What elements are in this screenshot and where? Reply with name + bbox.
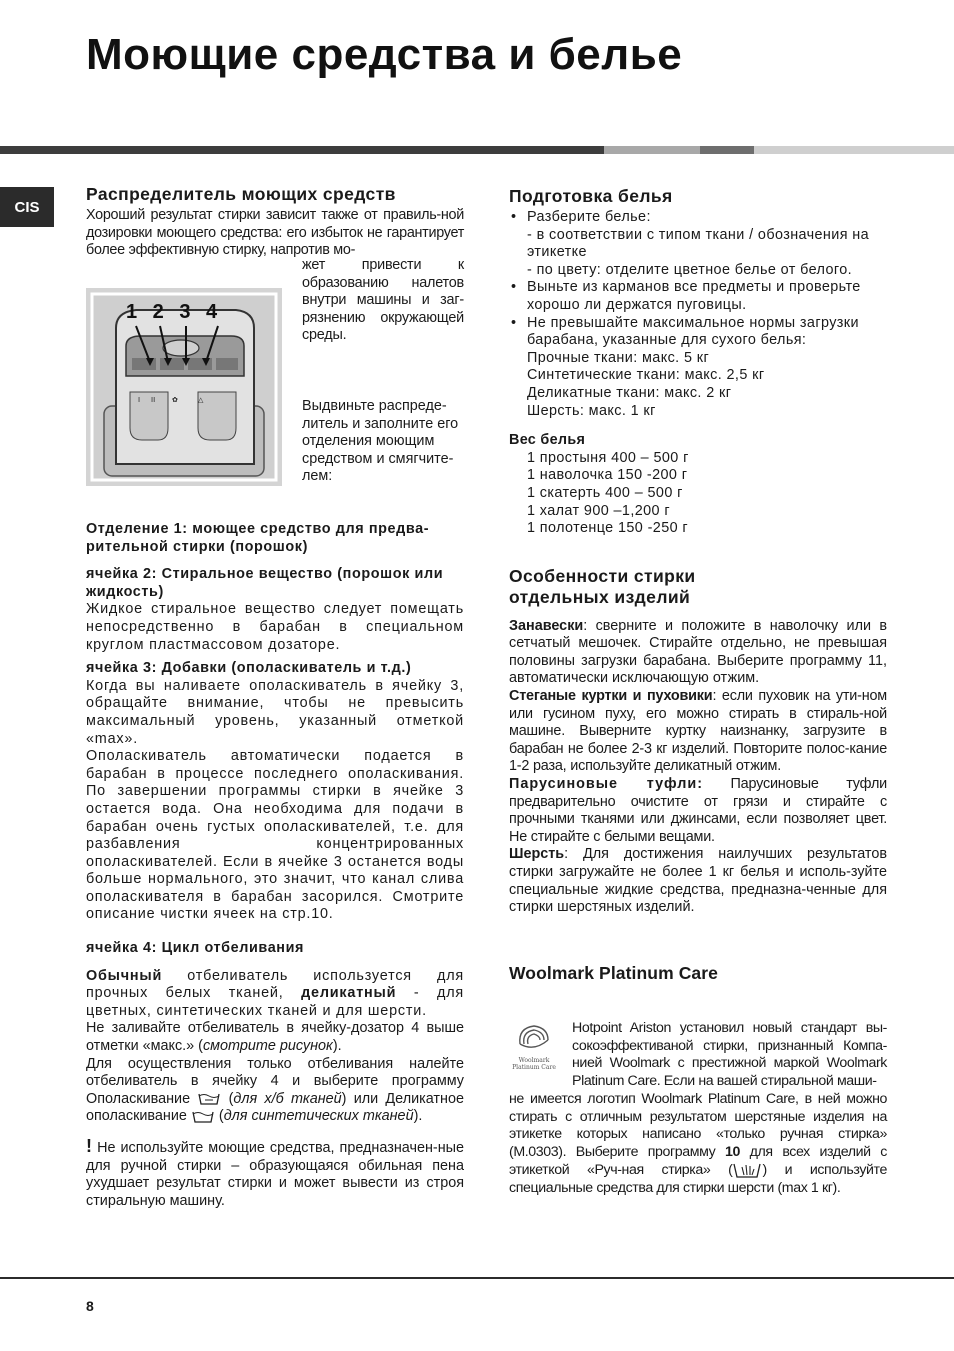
prep-sort-by-type: - в соответствии с типом ткани / обозначения на этикетке [527, 226, 870, 261]
list-item: 1 простыня 400 – 500 г [527, 449, 689, 466]
woolmark-program-text: не имеется логотип Woolmark Platinum Care, в ней можно стирать с отличным результатом шерстяные изделия на этикетке которых написано «только ручная стирка» (М.0303). Выберите программу [509, 1091, 887, 1160]
warning-icon: ! [86, 1136, 92, 1156]
list-item [509, 209, 887, 279]
dispenser-intro: Хороший результат стирки зависит также от правиль-ной дозировки моющего средства: его избыток не гарантирует более эффективную стирку, напротив мо- [86, 207, 464, 259]
weight-list [509, 450, 887, 538]
shoes-label: Парусиновые туфли: [509, 776, 704, 793]
max-warning-text: Не заливайте отбеливатель в ячейку-дозатор 4 выше отметки «макс.» ( [86, 1020, 464, 1055]
normal-bleach-label: Обычный [86, 967, 163, 984]
delicate-bleach-label: деликатный [301, 985, 397, 1002]
woolmark-logo [512, 1022, 556, 1078]
page-number: 8 [86, 1298, 94, 1314]
load-synthetic: Синтетические ткани: макс. 2,5 кг [527, 367, 765, 384]
compartment-3-text-2: Ополаскиватель автоматически подается в барабан в процессе последнего ополаскивания. По завершении программы стирки в ячейке 3 остается вода. Она необходима для подачи в барабан очень густых ополаскивателей, т.е. для разбавления концентрированных ополаскивателей. Если в ячейке 3 останется воды больше нормального, это значит, что канал слива ополаскивателя в барабан засорился. Смотрите описание чистки ячеек на стр.10. [86, 748, 464, 923]
prep-sort-text: Разберите белье: [527, 209, 651, 225]
right-column [509, 186, 887, 986]
dispenser-heading: Распределитель моющих средств [86, 184, 396, 204]
wool-paragraph [509, 846, 887, 916]
compartment-3-heading: ячейка 3: Добавки (ополаскиватель и т.д.) [86, 660, 412, 677]
wool-label: Шерсть [509, 846, 565, 863]
language-tab: CIS [0, 187, 54, 227]
list-item: 1 наволочка 150 -200 г [527, 467, 688, 484]
curtains-text: : сверните и положите в наволочку или в сетчатый мешочек. Стирайте отдельно, не превышая половины загрузки барабана. Выберите программу 11, автоматически исключающую отжим. [509, 617, 887, 687]
compartment-4-text-2 [86, 1020, 464, 1055]
list-item: 1 халат 900 –1,200 г [527, 502, 670, 519]
header-rule-light-end [754, 146, 954, 154]
delicate-rinse-end: ). [413, 1108, 423, 1125]
svg-text:✿: ✿ [172, 396, 178, 404]
woolmark-handwash-text: для всех изделий с этикеткой «Руч-ная стирка» ( [509, 1143, 887, 1179]
compartment-2-text: Жидкое стиральное вещество следует помещать непосредственно в барабан в специальном круглом пластмассовом дозаторе. [86, 601, 464, 653]
prep-pockets-text: Выньте из карманов все предметы и проверьте хорошо ли держатся пуговицы. [527, 279, 861, 313]
pull-out-instruction: Выдвиньте распреде-литель и заполните его отделения моющим средством и смягчите-лем: [302, 398, 459, 485]
woolmark-heading: Woolmark Platinum Care [509, 962, 719, 983]
wool-text: : Для достижения наилучших результатов стирки загружайте не более 1 кг белья и исполь-зуйте специальные жидкие средства, предназна-ченные для стирки шерстяных изделий. [509, 846, 887, 916]
left-column [86, 184, 464, 260]
hand-wash-icon [732, 1161, 762, 1179]
normal-bleach-text: отбеливатель используется для прочных белых тканей, [86, 967, 464, 1002]
compartment-4-heading: ячейка 4: Цикл отбеливания [86, 940, 305, 957]
jackets-paragraph [509, 688, 887, 776]
curtains-paragraph [509, 618, 887, 688]
load-wool: Шерсть: макс. 1 кг [527, 402, 656, 419]
dispenser-drawing [86, 288, 282, 486]
list-item: 1 полотенце 150 -250 г [527, 520, 689, 537]
preparation-list [509, 209, 887, 420]
compartment-4-text-3: Для осуществления только отбеливания налейте отбеливатель в ячейку 4 и выберите программу Ополаскивание (для х/б тканей) или Деликатное ополаскивание (для синтетических тканей). [86, 1055, 464, 1125]
prep-load-text: Не превышайте максимальное нормы загрузки барабана, указанные для сухого белья: [527, 314, 859, 349]
svg-text:II: II [151, 396, 156, 404]
woolmark-text-2 [509, 1091, 887, 1197]
list-item [509, 279, 887, 314]
woolmark-program-number: 10 [725, 1143, 740, 1160]
see-figure-text: смотрите рисунок [202, 1038, 333, 1055]
jackets-label: Стеганые куртки и пуховики [509, 688, 713, 705]
list-item: 1 скатерть 400 – 500 г [527, 484, 683, 501]
load-delicate: Деликатные ткани: макс. 2 кг [527, 384, 732, 401]
special-items-heading [509, 566, 887, 608]
rinse-cotton-icon [197, 1092, 221, 1106]
shoes-paragraph [509, 776, 887, 846]
preparation-heading: Подготовка белья [509, 186, 673, 206]
svg-text:I: I [138, 396, 141, 404]
special-heading-line-2: отдельных изделий [509, 586, 691, 607]
compartment-1-heading: Отделение 1: моющее средство для предва-рительной стирки (порошок) [86, 521, 430, 555]
compartment-3-text-1: Когда вы наливаете ополаскиватель в ячейку 3, обращайте внимание, чтобы не превысить максимальный уровень, указанный отметкой «max». [86, 677, 464, 747]
figure-compartment-labels: 1 2 3 4 [126, 301, 223, 323]
compartments-section [86, 521, 464, 1210]
svg-text:△: △ [198, 396, 204, 404]
weight-heading: Вес белья [509, 432, 586, 449]
compartment-2-heading: ячейка 2: Стиральное вещество (порошок или жидкость) [86, 566, 444, 600]
shoes-text: Парусиновые туфли предварительно очистите от грязи и стирайте с прочными тканями или джинсами, если позволяет цвет. Не стирайте с белыми вещами. [509, 776, 887, 845]
delicate-rinse-text: ) или Деликатное ополаскивание [86, 1090, 464, 1125]
footer-rule [0, 1277, 954, 1279]
header-rule-light [604, 146, 700, 154]
compartment-4-text-1 [86, 968, 464, 1021]
woolmark-logo-text: Woolmark Platinum Care [512, 1057, 556, 1071]
prep-sort-by-color: - по цвету: отделите цветное белье от белого. [527, 261, 853, 278]
woolmark-text-1: Hotpoint Ariston установил новый стандарт вы-сокоэффективаной стирки, признанный Компа-нией Woolmark с престижной маркой Woolmark Platinum Care. Если на вашей стиральной маши- [572, 1020, 887, 1089]
woolmark-icon [512, 1022, 556, 1052]
max-warning-end: ). [332, 1038, 342, 1055]
dispenser-intro-continued: жет привести к образованию налетов внутри машины и заг-рязнению окружающей среды. [302, 257, 464, 344]
hand-wash-warning [86, 1138, 464, 1210]
list-item [509, 315, 887, 421]
woolmark-detergent-text: ) и используйте специальные средства для стирки шерсти (max 1 кг). [509, 1162, 887, 1196]
special-heading-line-1: Особенности стирки [509, 565, 696, 586]
rinse-synthetic-icon [191, 1110, 215, 1124]
jackets-text: : если пуховик на ути-ном или гусином пуху, его можно стирать в стираль-ной машине. Выверните куртку наизнанку, загрузите в барабан не более 2-3 кг изделий. Повторите полос-кание 1-2 раза, используйте деликатный отжим. [509, 688, 887, 775]
dispenser-figure [86, 288, 282, 486]
warning-text: Не используйте моющие средства, предназначен-ные для ручной стирки – образующаяся обильная пена ухудшает результат стирки и может вывести из строя стиральную машину. [86, 1140, 464, 1209]
curtains-label: Занавески [509, 617, 584, 634]
load-resistant: Прочные ткани: макс. 5 кг [527, 349, 710, 366]
page-title: Моющие средства и белье [86, 30, 683, 79]
header-rule-mid [700, 146, 754, 154]
bleach-only-text: Для осуществления только отбеливания налейте отбеливатель в ячейку 4 и выберите программу Ополаскивание [86, 1055, 464, 1107]
delicate-bleach-text: - для цветных, синтетических тканей и для шерсти. [86, 985, 464, 1019]
synthetic-fabrics-text: для синтетических тканей [223, 1108, 414, 1125]
cotton-fabrics-text: для х/б тканей [233, 1090, 342, 1107]
header-rule-dark [0, 146, 604, 154]
